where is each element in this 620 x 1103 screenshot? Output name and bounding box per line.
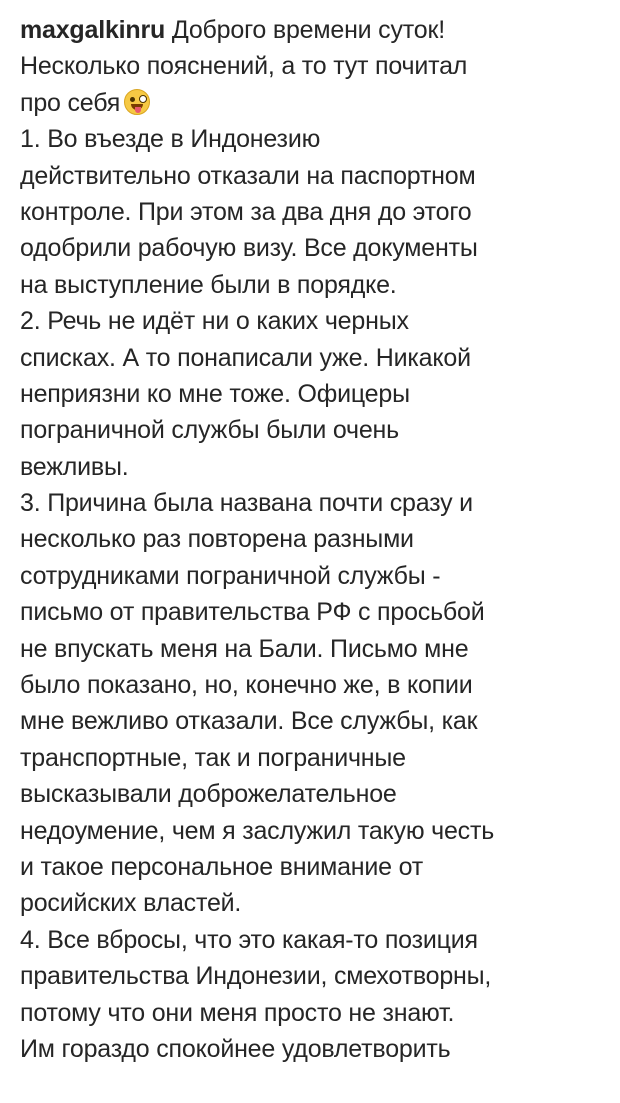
caption-line: письмо от правительства РФ с просьбой [20,598,485,627]
caption-line: вежливы. [20,452,129,481]
caption-line: мне вежливо отказали. Все службы, как [20,707,478,736]
caption-line: на выступление были в порядке. [20,270,397,299]
caption-line: сотрудниками пограничной службы - [20,561,441,590]
post-caption [20,12,614,1067]
caption-line: высказывали доброжелательное [20,780,397,809]
caption-line [20,85,614,121]
caption-text: про себя [20,88,121,117]
caption-line: не впускать меня на Бали. Письмо мне [20,634,469,663]
caption-line: 2. Речь не идёт ни о каких черных [20,307,409,336]
caption-line: недоумение, чем я заслужил такую честь [20,816,495,845]
caption-line: росийских властей. [20,889,242,918]
caption-line: пограничной службы были очень [20,416,399,445]
username-link[interactable]: maxgalkinru [20,16,166,44]
caption-line: несколько раз повторена разными [20,525,414,554]
caption-line: транспортные, так и пограничные [20,743,406,772]
caption-line: контроле. При этом за два дня до этого [20,197,472,226]
crazy-face-emoji-icon [124,89,150,115]
caption-line: действительно отказали на паспортном [20,161,476,190]
caption-line: одобрили рабочую визу. Все документы [20,234,478,263]
caption-line: и такое персональное внимание от [20,852,424,881]
caption-line: Несколько пояснений, а то тут почитал [20,52,468,81]
caption-line: 3. Причина была названа почти сразу и [20,489,473,518]
caption-line [20,12,614,48]
caption-line: 4. Все вбросы, что это какая-то позиция [20,925,478,954]
caption-line: правительства Индонезии, смехотворны, [20,962,492,991]
caption-line: 1. Во въезде в Индонезию [20,125,321,154]
caption-line: списках. А то понаписали уже. Никакой [20,343,471,372]
caption-line: Им гораздо спокойнее удовлетворить [20,1034,451,1063]
caption-line: потому что они меня просто не знают. [20,998,455,1027]
caption-text: Доброго времени суток! [165,16,445,44]
caption-line: неприязни ко мне тоже. Офицеры [20,379,410,408]
caption-line: было показано, но, конечно же, в копии [20,671,473,700]
